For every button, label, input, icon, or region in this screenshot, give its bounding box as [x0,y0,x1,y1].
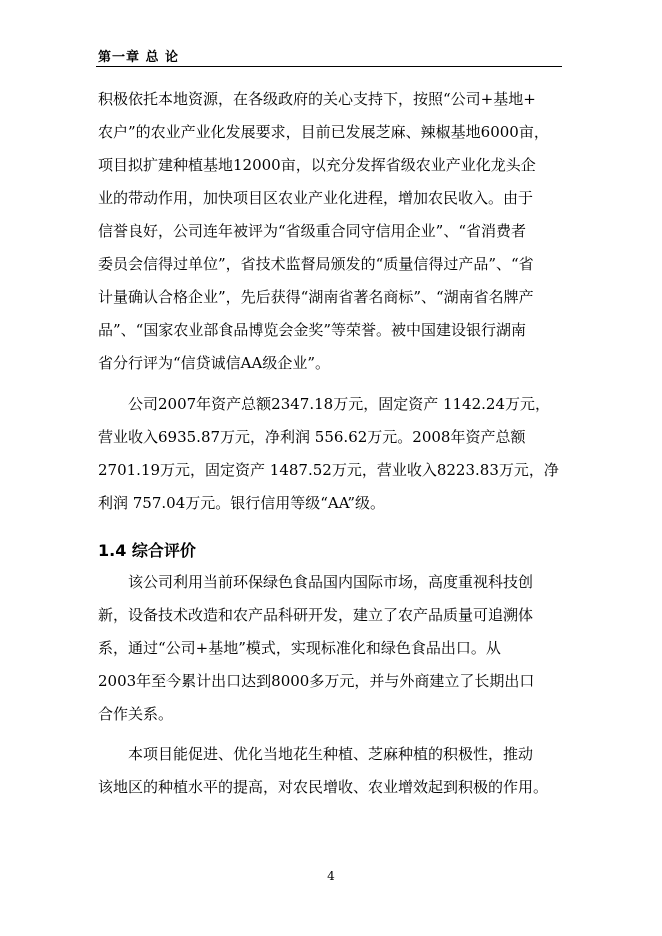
paragraph-1-line-7: 计量确认合格企业”，先后获得“湖南省著名商标”、“湖南省名牌产 [98,288,534,306]
paragraph-2-line-3: 2701.19万元，固定资产 1487.52万元，营业收入8223.83万元，净 [98,461,559,479]
paragraph-1-line-8: 品”、“国家农业部食品博览会金奖”等荣誉。被中国建设银行湖南 [98,321,527,339]
page-number: 4 [327,869,335,883]
paragraph-1-line-6: 委员会信得过单位”，省技术监督局颁发的“质量信得过产品”、“省 [98,255,534,273]
paragraph-4-line-1: 本项目能促进、优化当地花生种植、芝麻种植的积极性，推动 [128,745,534,763]
paragraph-3-line-1: 该公司利用当前环保绿色食品国内国际市场，高度重视科技创 [128,573,534,591]
paragraph-3-line-3: 系，通过“公司+基地”模式，实现标准化和绿色食品出口。从 [98,639,501,657]
paragraph-1-line-4: 业的带动作用，加快项目区农业产业化进程，增加农民收入。由于 [98,189,534,207]
paragraph-3-line-5: 合作关系。 [98,705,174,723]
paragraph-2-line-1: 公司2007年资产总额2347.18万元，固定资产 1142.24万元， [128,395,551,413]
paragraph-1-line-9: 省分行评为“信贷诚信AA级企业”。 [98,354,331,372]
paragraph-1-line-2: 农户”的农业产业化发展要求，目前已发展芝麻、辣椒基地6000亩， [98,123,549,141]
paragraph-2-line-2: 营业收入6935.87万元，净利润 556.62万元。2008年资产总额 [98,428,526,446]
header-rule [96,66,562,67]
paragraph-3-line-2: 新，设备技术改造和农产品科研开发，建立了农产品质量可追溯体 [98,606,534,624]
section-heading: 1.4 综合评价 [98,541,196,560]
paragraph-1-line-1: 积极依托本地资源，在各级政府的关心支持下，按照“公司+基地+ [98,90,536,108]
running-head-title: 第一章 总 论 [98,50,180,65]
paragraph-2-line-4: 利润 757.04万元。银行信用等级“AA”级。 [98,494,386,512]
paragraph-3-line-4: 2003年至今累计出口达到8000多万元，并与外商建立了长期出口 [98,672,535,690]
paragraph-1-line-5: 信誉良好，公司连年被评为“省级重合同守信用企业”、“省消费者 [98,222,527,240]
paragraph-1-line-3: 项目拟扩建种植基地12000亩，以充分发挥省级农业产业化龙头企 [98,156,536,174]
paragraph-4-line-2: 该地区的种植水平的提高，对农民增收、农业增效起到积极的作用。 [98,778,549,796]
